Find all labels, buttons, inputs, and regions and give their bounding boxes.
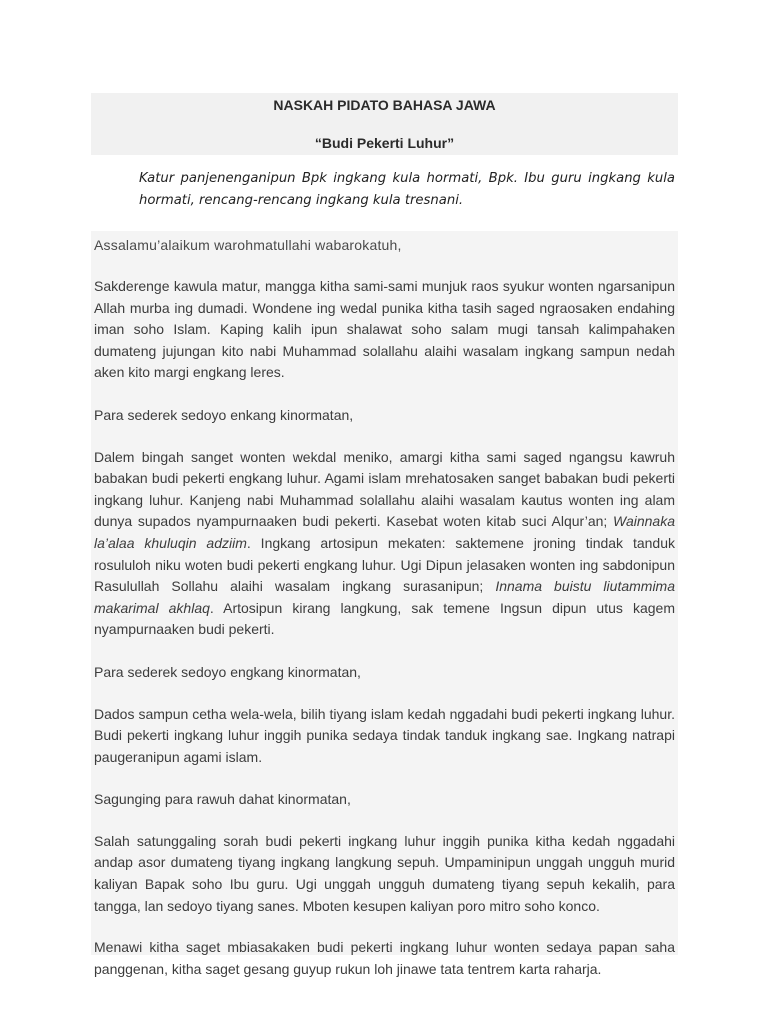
quote-hadith: Innama buistu liutammima makarimal akhlaq [94,578,676,616]
paragraph-2-text-c: . Artosipun kirang langkung, sak temene Ingsun dipun utus kagem nyampurnaaken budi pekerti. [94,599,675,638]
quote-quran: Wainnaka la’alaa khuluqin adziim [94,513,676,551]
paragraph-2 [94,447,675,641]
speech-body [91,231,678,977]
opening-greeting: Assalamu’alaikum warohmatullahi wabarokatuh, [94,237,402,253]
addressee-paragraph: Katur panjenenganipun Bpk ingkang kula hormati, Bpk. Ibu guru ingkang kula hormati, rencang-rencang ingkang kula tresnani. [139,171,675,208]
salutation-1: Para sederek sedoyo enkang kinormatan, [94,406,354,423]
salutation-2: Para sederek sedoyo engkang kinormatan, [94,663,361,680]
paragraph-3: Dados sampun cetha wela-wela, bilih tiyang islam kedah nggadahi budi pekerti ingkang luhur. Budi pekerti ingkang luhur inggih punika sedaya tindak tanduk ingkang sae. Ingkang natrapi paugeranipun agami islam. [94,705,675,765]
paragraph-5: Menawi kitha saget mbiasakaken budi pekerti ingkang luhur wonten sedaya papan saha panggenan, kitha saget gesang guyup rukun loh jinawe tata tentrem karta raharja. [94,939,675,977]
document-subtitle: “Budi Pekerti Luhur” [314,135,455,151]
paragraph-2-text-a: Dalem bingah sanget wonten wekdal meniko, amargi kitha sami saged ngangsu kawruh babakan budi pekerti engkang luhur. Agami islam mrehatosaken sanget babakan budi pekerti ingkang luhur. Kanjeng nabi Muhammad solallahu alaihi wasalam kautus wonten ing alam dunya supados nyampurnaaken budi pekerti. Kasebat woten kitab suci Alqur’an; [94,448,675,530]
paragraph-4: Salah satunggaling sorah budi pekerti ingkang luhur inggih punika kitha kedah nggadahi andap asor dumateng tiyang ingkang langkung sepuh. Umpaminipun unggah ungguh murid kaliyan Bapak soho Ibu guru. Ugi unggah ungguh dumateng tiyang sepuh kekalih, para tangga, lan sedoyo tiyang sanes. Mboten kesupen kaliyan poro mitro soho konco. [94,832,675,914]
document-page [91,93,678,977]
document-title: NASKAH PIDATO BAHASA JAWA [273,97,496,113]
paragraph-2-text-b: . Ingkang artosipun mekaten: saktemene jroning tindak tanduk rosululoh niku woten budi pekerti engkang luhur. Ugi Dipun jelasaken wonten ing sabdonipun Rasulullah Sollahu alaihi wasalam ingkang surasanipun; [94,534,675,595]
salutation-3: Sagunging para rawuh dahat kinormatan, [94,791,351,808]
title-block [91,93,678,155]
paragraph-1: Sakderenge kawula matur, mangga kitha sami-sami munjuk raos syukur wonten ngarsanipun Allah murba ing dumadi. Wondene ing wedal punika kitha tasih saged ngraosaken endahing iman soho Islam. Kaping kalih ipun shalawat soho salam mugi tansah kalimpahaken dumateng jujungan kito nabi Muhammad solallahu alaihi wasalam ingkang sampun nedah aken kito margi engkang leres. [94,278,675,381]
